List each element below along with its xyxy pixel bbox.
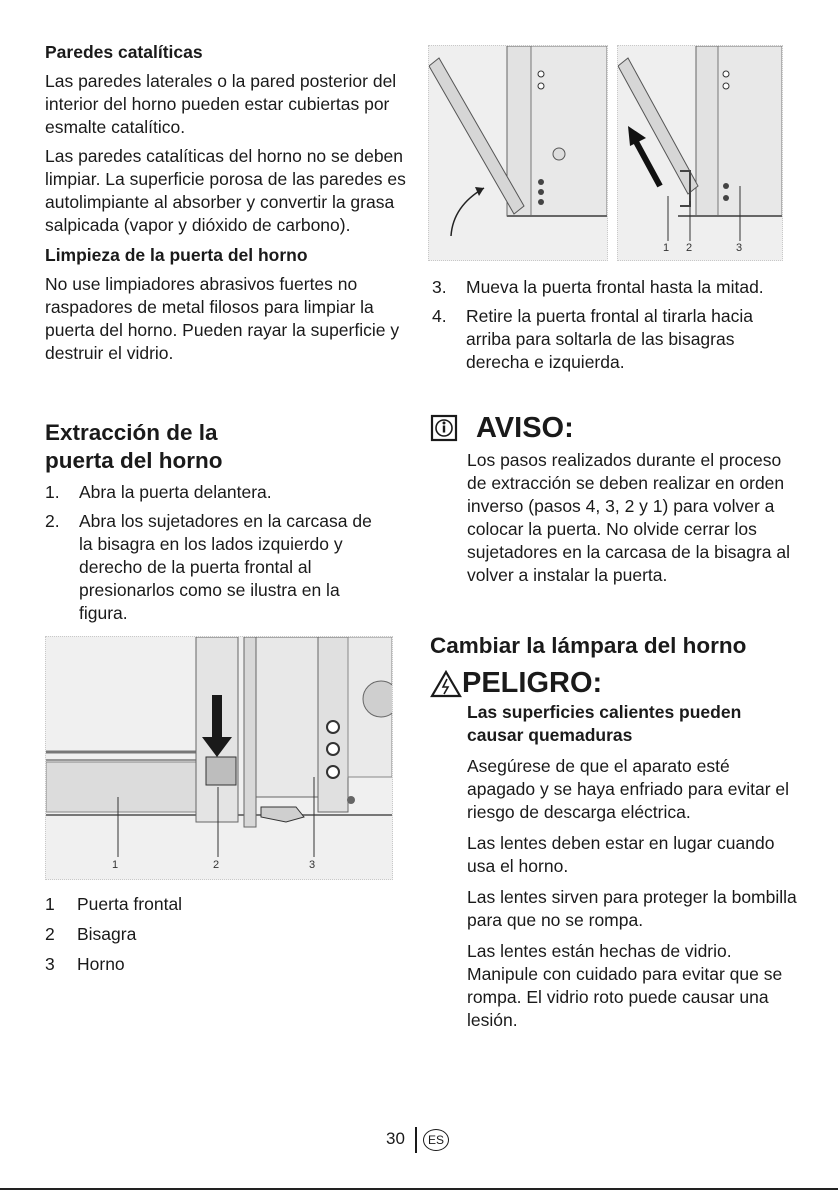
danger-title: PELIGRO:: [462, 667, 603, 699]
door-cleaning-paragraph: No use limpiadores abrasivos fuertes no raspadores de metal filosos para limpiar la puerta del horno. Pueden rayar la superficie y destruir el vidrio.: [45, 274, 400, 363]
door-cleaning-heading: Limpieza de la puerta del horno: [45, 245, 308, 265]
removal-heading-line-1: Extracción de la: [45, 420, 218, 445]
danger-body: [467, 701, 797, 1032]
hinge-figure: [45, 636, 393, 880]
list-item: 4. Retire la puerta frontal al tirarla hacia arriba para soltarla de las bisagras derecha e izquierda.: [432, 306, 753, 372]
door-tilt-figure: [428, 45, 608, 261]
notice-title: AVISO:: [476, 412, 574, 444]
removal-steps: [45, 481, 390, 631]
danger-header: [430, 664, 790, 704]
bottom-rule: [0, 1188, 838, 1190]
hinge-illustration: [46, 637, 392, 879]
removal-heading-line-2: puerta del horno: [45, 448, 223, 473]
list-item: 3. Mueva la puerta frontal hasta la mitad.: [432, 277, 764, 297]
legend-item: 1 Puerta frontal: [45, 894, 183, 914]
info-icon: [430, 414, 458, 442]
door-lift-illustration: [618, 46, 782, 260]
figure-legend: [45, 893, 295, 976]
door-steps: [432, 276, 792, 380]
left-column: [45, 41, 410, 365]
notice-header: [430, 409, 790, 449]
lamp-heading: Cambiar la lámpara del horno: [430, 633, 747, 658]
legend-item: 3 Horno: [45, 954, 125, 974]
list-item: 2. Abra los sujetadores en la carcasa de la bisagra en los lados izquierdo y derecho de la puerta frontal al presionarlos como se ilustra en la figura.: [45, 511, 372, 623]
catalytic-paragraph-2: Las paredes catalíticas del horno no se deben limpiar. La superficie porosa de las paredes es autolimpiante al absorber y convertir la grasa salpicada (vapor y dióxido de carbono).: [45, 146, 406, 235]
notice-text: Los pasos realizados durante el proceso de extracción se deben realizar en orden inverso (pasos 4, 3, 2 y 1) para volver a colocar la puerta. No olvide cerrar los sujetadores en la carcasa de la bisagra al volver a instalar la puerta.: [467, 450, 790, 585]
list-item: 1. Abra la puerta delantera.: [45, 482, 272, 502]
page-footer: [386, 1127, 476, 1153]
danger-subtitle: Las superficies calientes pueden causar quemaduras: [467, 702, 742, 745]
footer-divider: [415, 1127, 417, 1153]
electric-hazard-icon: [430, 670, 462, 698]
language-badge: ES: [423, 1129, 449, 1151]
page-number: 30: [386, 1129, 405, 1148]
door-tilt-illustration: [429, 46, 607, 260]
figure-label-2: 2: [686, 242, 693, 254]
danger-paragraph-3: Las lentes sirven para proteger la bombilla para que no se rompa.: [467, 887, 797, 930]
legend-item: 2 Bisagra: [45, 924, 137, 944]
danger-paragraph-4: Las lentes están hechas de vidrio. Manipule con cuidado para evitar que se rompa. El vidrio roto puede causar una lesión.: [467, 941, 783, 1030]
catalytic-paragraph-1: Las paredes laterales o la pared posterior del interior del horno pueden estar cubiertas por esmalte catalítico.: [45, 71, 397, 137]
figure-label-3: 3: [309, 859, 316, 871]
figure-label-1: 1: [112, 859, 119, 871]
danger-paragraph-1: Asegúrese de que el aparato esté apagado y se haya enfriado para evitar el riesgo de descarga eléctrica.: [467, 756, 790, 822]
figure-label-2: 2: [213, 859, 220, 871]
danger-paragraph-2: Las lentes deben estar en lugar cuando usa el horno.: [467, 833, 775, 876]
figure-label-3: 3: [736, 242, 743, 254]
door-lift-figure: [617, 45, 783, 261]
figure-label-1: 1: [663, 242, 670, 254]
removal-heading: [45, 419, 405, 475]
catalytic-heading: Paredes catalíticas: [45, 42, 203, 62]
